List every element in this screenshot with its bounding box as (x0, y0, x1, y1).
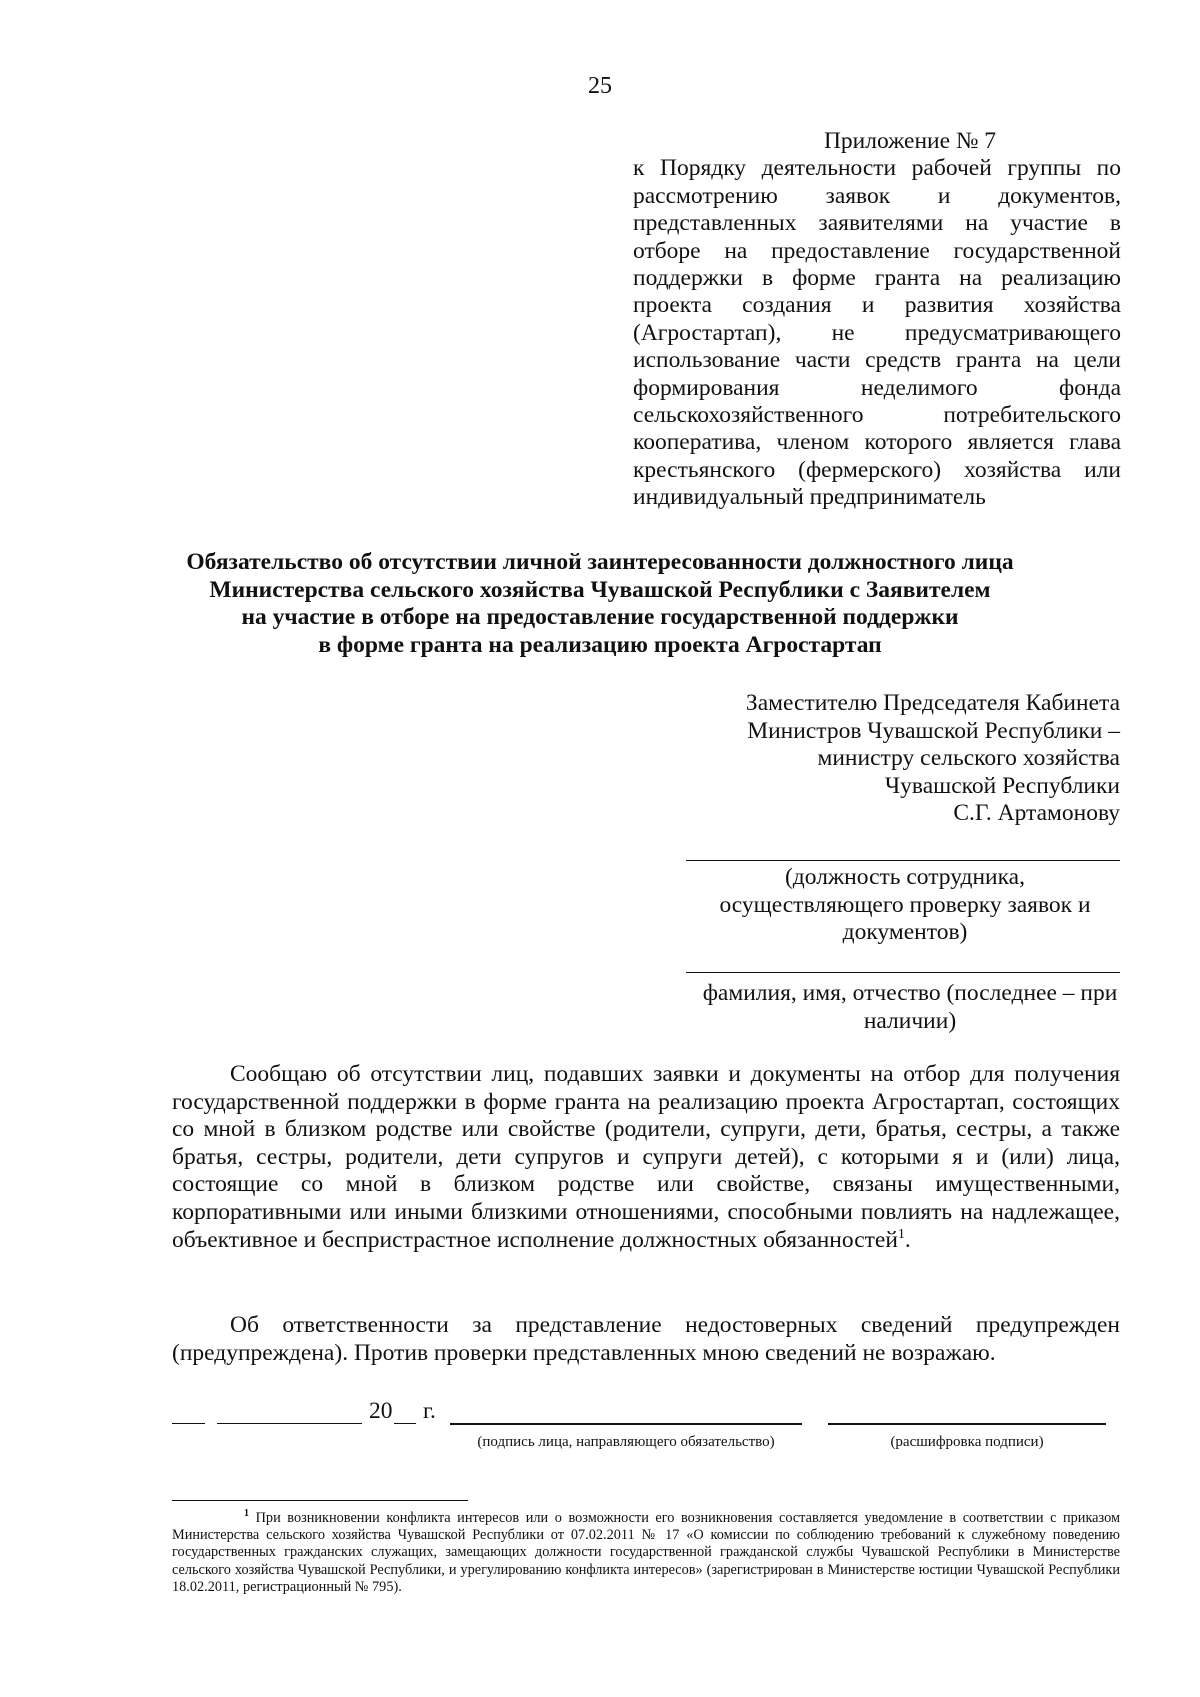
day-entry-line[interactable] (172, 1423, 205, 1424)
footnote (172, 1510, 1120, 1596)
position-caption: (должность сотрудника, осуществляющего проверку заявок и документов) (719, 864, 1091, 946)
signature-entry-line[interactable] (450, 1423, 802, 1425)
statement-text: Сообщаю об отсутствии лиц, подавших заявки и документы на отбор для получения государственной поддержки в форме гранта на реализацию проекта Агростартап, состоящих со мной в близком родстве или свойстве (родители, супруги, дети, братья, сестры, а также братья, сестры, родители, дети супругов и супруги детей), с которыми я и (или) лица, состоящие со мной в близком родстве или свойстве, связаны имущественными, корпоративными или иными близкими отношениями, способными повлиять на надлежащее, объективное и беспристрастное исполнение должностных обязанностей (172, 1061, 1120, 1253)
addressee-block (600, 690, 1120, 828)
signer-caption: (подпись лица, направляющего обязательство) (477, 1434, 775, 1450)
appendix-body: к Порядку деятельности рабочей группы по рассмотрению заявок и документов, представленных заявителями на участие в отборе на предоставление государственной поддержки в форме гранта на реализацию проекта создания и развития хозяйства (Агростартап), не предусматривающего использование части средств гранта на цели формирования неделимого фонда сельскохозяйственного потребительского кооператива, членом которого является глава крестьянского (фермерского) хозяйства или индивидуальный предприниматель (633, 155, 1121, 511)
responsibility-paragraph: Об ответственности за представление недостоверных сведений предупрежден (предупреждена). Против проверки представленных мною сведений не возражаю. (172, 1312, 1120, 1366)
footnote-separator (172, 1500, 468, 1501)
page-number: 25 (588, 73, 612, 99)
year-suffix: г. (423, 1398, 436, 1424)
title-line: Министерства сельского хозяйства Чувашской Республики с Заявителем (209, 576, 991, 603)
year-prefix: 20 (369, 1398, 393, 1424)
position-entry-line[interactable] (686, 860, 1120, 861)
title-line: на участие в отборе на предоставление государственной поддержки (241, 604, 959, 631)
signature-decode-line[interactable] (828, 1423, 1106, 1425)
footnote-reference: 1 (897, 1226, 905, 1242)
appendix-block (633, 128, 1121, 512)
name-caption: фамилия, имя, отчество (последнее – при наличии) (702, 980, 1118, 1034)
title-line: Обязательство об отсутствии личной заинтересованности должностного лица (186, 549, 1014, 575)
addressee-line: министру сельского хозяйства (817, 745, 1120, 772)
statement-paragraph (172, 1061, 1120, 1254)
name-entry-line[interactable] (686, 972, 1120, 973)
document-title (100, 549, 1100, 659)
month-entry-line[interactable] (217, 1423, 362, 1424)
addressee-line: Заместителю Председателя Кабинета (745, 690, 1120, 716)
statement-end: . (904, 1226, 911, 1253)
addressee-line: Чувашской Республики (884, 772, 1120, 799)
addressee-line: Министров Чувашской Республики – (747, 717, 1120, 744)
appendix-title: Приложение № 7 (823, 128, 996, 154)
footnote-text: При возникновении конфликта интересов или о возможности его возникновения составляется уведомление в соответствии с приказом Министерства сельского хозяйства Чувашской Республики от 07.02.2011 № 17 «О комиссии по соблюдению требований к служебному поведению государственных гражданских служащих, замещающих должности государственной гражданской службы Чувашской Республики в Министерстве сельского хозяйства Чувашской Республики, и урегулированию конфликта интересов» (зарегистрирован в Министерстве юстиции Чувашской Республики 18.02.2011, регистрационный № 795). (172, 1510, 1121, 1595)
addressee-line: С.Г. Артамонову (953, 800, 1120, 827)
title-line: в форме гранта на реализацию проекта Агростартап (318, 631, 882, 658)
year-entry-line[interactable] (394, 1423, 416, 1424)
footnote-mark: 1 (244, 1508, 249, 1520)
decode-caption: (расшифровка подписи) (890, 1434, 1044, 1450)
